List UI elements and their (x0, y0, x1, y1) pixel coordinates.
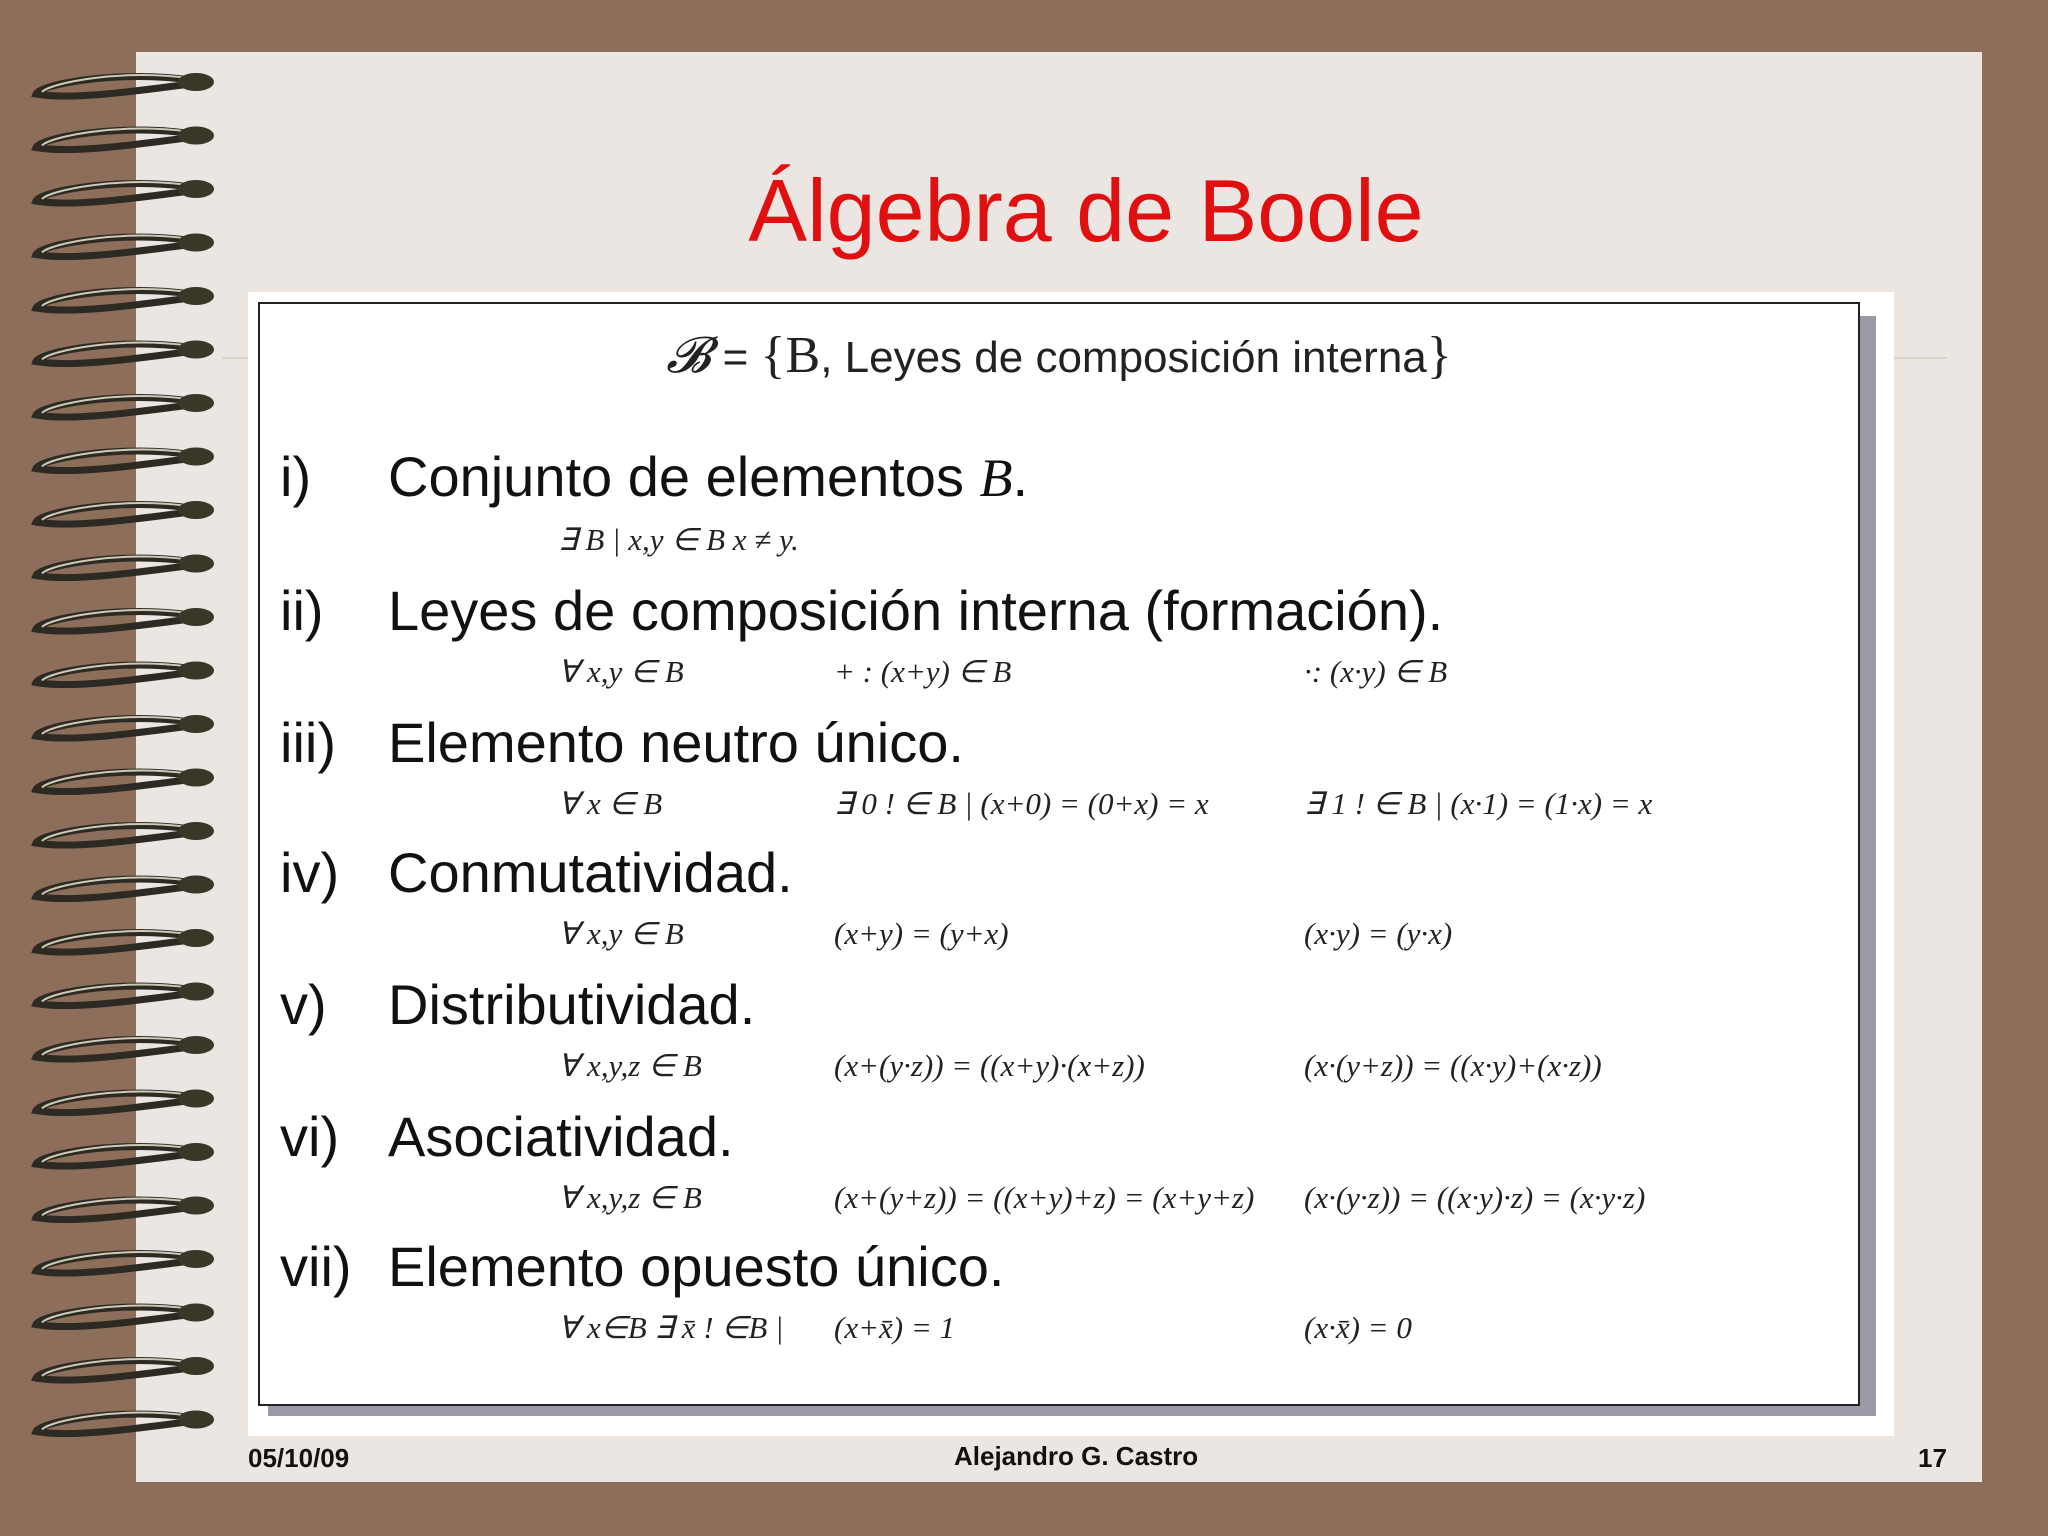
ring-hole (178, 1197, 214, 1215)
law-number: iii) (280, 711, 336, 774)
formula-vi-1: ∀ x,y,z ∈ B (558, 1180, 702, 1215)
formula-iii-1: ∀ x ∈ B (558, 786, 663, 821)
formula-i-1: ∃ B | x,y ∈ B x ≠ y. (558, 522, 799, 557)
formula-iv-3: (x·y) = (y·x) (1304, 916, 1453, 951)
formula-vii-3: (x·x̄) = 0 (1304, 1310, 1412, 1345)
ring-hole (178, 929, 214, 947)
ring-hole (178, 287, 214, 305)
ring-hole (178, 1411, 214, 1429)
formula-v-1: ∀ x,y,z ∈ B (558, 1048, 702, 1083)
law-text: Distributividad. (388, 973, 756, 1036)
formula-v-3: (x·(y+z)) = ((x·y)+(x·z)) (1304, 1048, 1602, 1083)
law-number: ii) (280, 579, 324, 642)
ring-hole (178, 127, 214, 145)
ring-wire (36, 77, 190, 97)
formula-vii-2: (x+x̄) = 1 (834, 1310, 956, 1345)
ring-wire (36, 772, 190, 792)
law-text: Conmutatividad. (388, 841, 793, 904)
ring-hole (178, 501, 214, 519)
ring-wire (36, 986, 190, 1006)
open-brace: { (760, 327, 786, 384)
ring-wire (36, 558, 190, 578)
formula-ii-1: ∀ x,y ∈ B (558, 654, 684, 689)
ring-wire (36, 398, 190, 418)
ring-wire (36, 1040, 190, 1060)
script-b-symbol: 𝓑 (666, 326, 711, 384)
ring-wire (36, 130, 190, 150)
law-text: Elemento neutro único. (388, 711, 964, 774)
formula-vi-3: (x·(y·z)) = ((x·y)·z) = (x·y·z) (1304, 1180, 1646, 1215)
ring-hole (178, 983, 214, 1001)
law-number: i) (280, 445, 312, 508)
law-number: v) (280, 973, 327, 1036)
law-text: Elemento opuesto único. (388, 1235, 1005, 1298)
ring-hole (178, 394, 214, 412)
ring-hole (178, 341, 214, 359)
ring-hole (178, 662, 214, 680)
ring-wire (36, 612, 190, 632)
law-number: vi) (280, 1105, 340, 1168)
formula-iv-2: (x+y) = (y+x) (834, 916, 1009, 951)
ring-wire (36, 1254, 190, 1274)
ring-hole (178, 608, 214, 626)
ring-wire (36, 1361, 190, 1381)
ring-hole (178, 1304, 214, 1322)
ring-hole (178, 555, 214, 573)
law-number: iv) (280, 841, 340, 904)
ring-hole (178, 715, 214, 733)
ring-wire (36, 719, 190, 739)
ring-hole (178, 876, 214, 894)
close-brace: } (1426, 327, 1452, 384)
law-text: Asociatividad. (388, 1105, 734, 1168)
algebra-definition (260, 326, 1858, 385)
ring-hole (178, 1090, 214, 1108)
ring-hole (178, 1250, 214, 1268)
formula-ii-3: ·: (x·y) ∈ B (1304, 654, 1448, 689)
ring-wire (36, 344, 190, 364)
footer-author: Alejandro G. Castro (954, 1441, 1199, 1471)
slide-title: Álgebra de Boole (748, 161, 1424, 260)
ring-hole (178, 769, 214, 787)
law-text: Leyes de composición interna (formación). (388, 579, 1444, 642)
ring-hole (178, 1143, 214, 1161)
formula-v-2: (x+(y·z)) = ((x+y)·(x+z)) (834, 1048, 1145, 1083)
ring-wire (36, 933, 190, 953)
ring-wire (36, 1414, 190, 1434)
ring-wire (36, 1200, 190, 1220)
ring-hole (178, 73, 214, 91)
spiral-binding (0, 52, 240, 1492)
ring-wire (36, 505, 190, 525)
formula-vi-2: (x+(y+z)) = ((x+y)+z) = (x+y+z) (834, 1180, 1255, 1215)
ring-wire (36, 879, 190, 899)
footer-page-number: 17 (1918, 1443, 1947, 1473)
formula-iii-3: ∃ 1 ! ∈ B | (x·1) = (1·x) = x (1304, 786, 1653, 821)
footer-date: 05/10/09 (248, 1443, 350, 1473)
ring-hole (178, 822, 214, 840)
formula-ii-2: + : (x+y) ∈ B (834, 654, 1012, 689)
ring-wire (36, 451, 190, 471)
ring-wire (36, 291, 190, 311)
ring-wire (36, 1147, 190, 1167)
law-number: vii) (280, 1235, 352, 1298)
ring-wire (36, 665, 190, 685)
formula-iv-1: ∀ x,y ∈ B (558, 916, 684, 951)
ring-wire (36, 826, 190, 846)
ring-wire (36, 1307, 190, 1327)
content-panel (258, 302, 1860, 1406)
equals-sign: = (722, 333, 749, 382)
formula-iii-2: ∃ 0 ! ∈ B | (x+0) = (0+x) = x (834, 786, 1209, 821)
ring-hole (178, 1357, 214, 1375)
ring-wire (36, 1093, 190, 1113)
set-symbol: B (785, 327, 821, 384)
definition-text: , Leyes de composición interna (820, 333, 1427, 382)
formula-vii-1: ∀ x∈B ∃ x̄ ! ∈B | (558, 1310, 784, 1345)
ring-hole (178, 448, 214, 466)
law-text: Conjunto de elementos B. (388, 445, 1029, 508)
ring-hole (178, 1036, 214, 1054)
